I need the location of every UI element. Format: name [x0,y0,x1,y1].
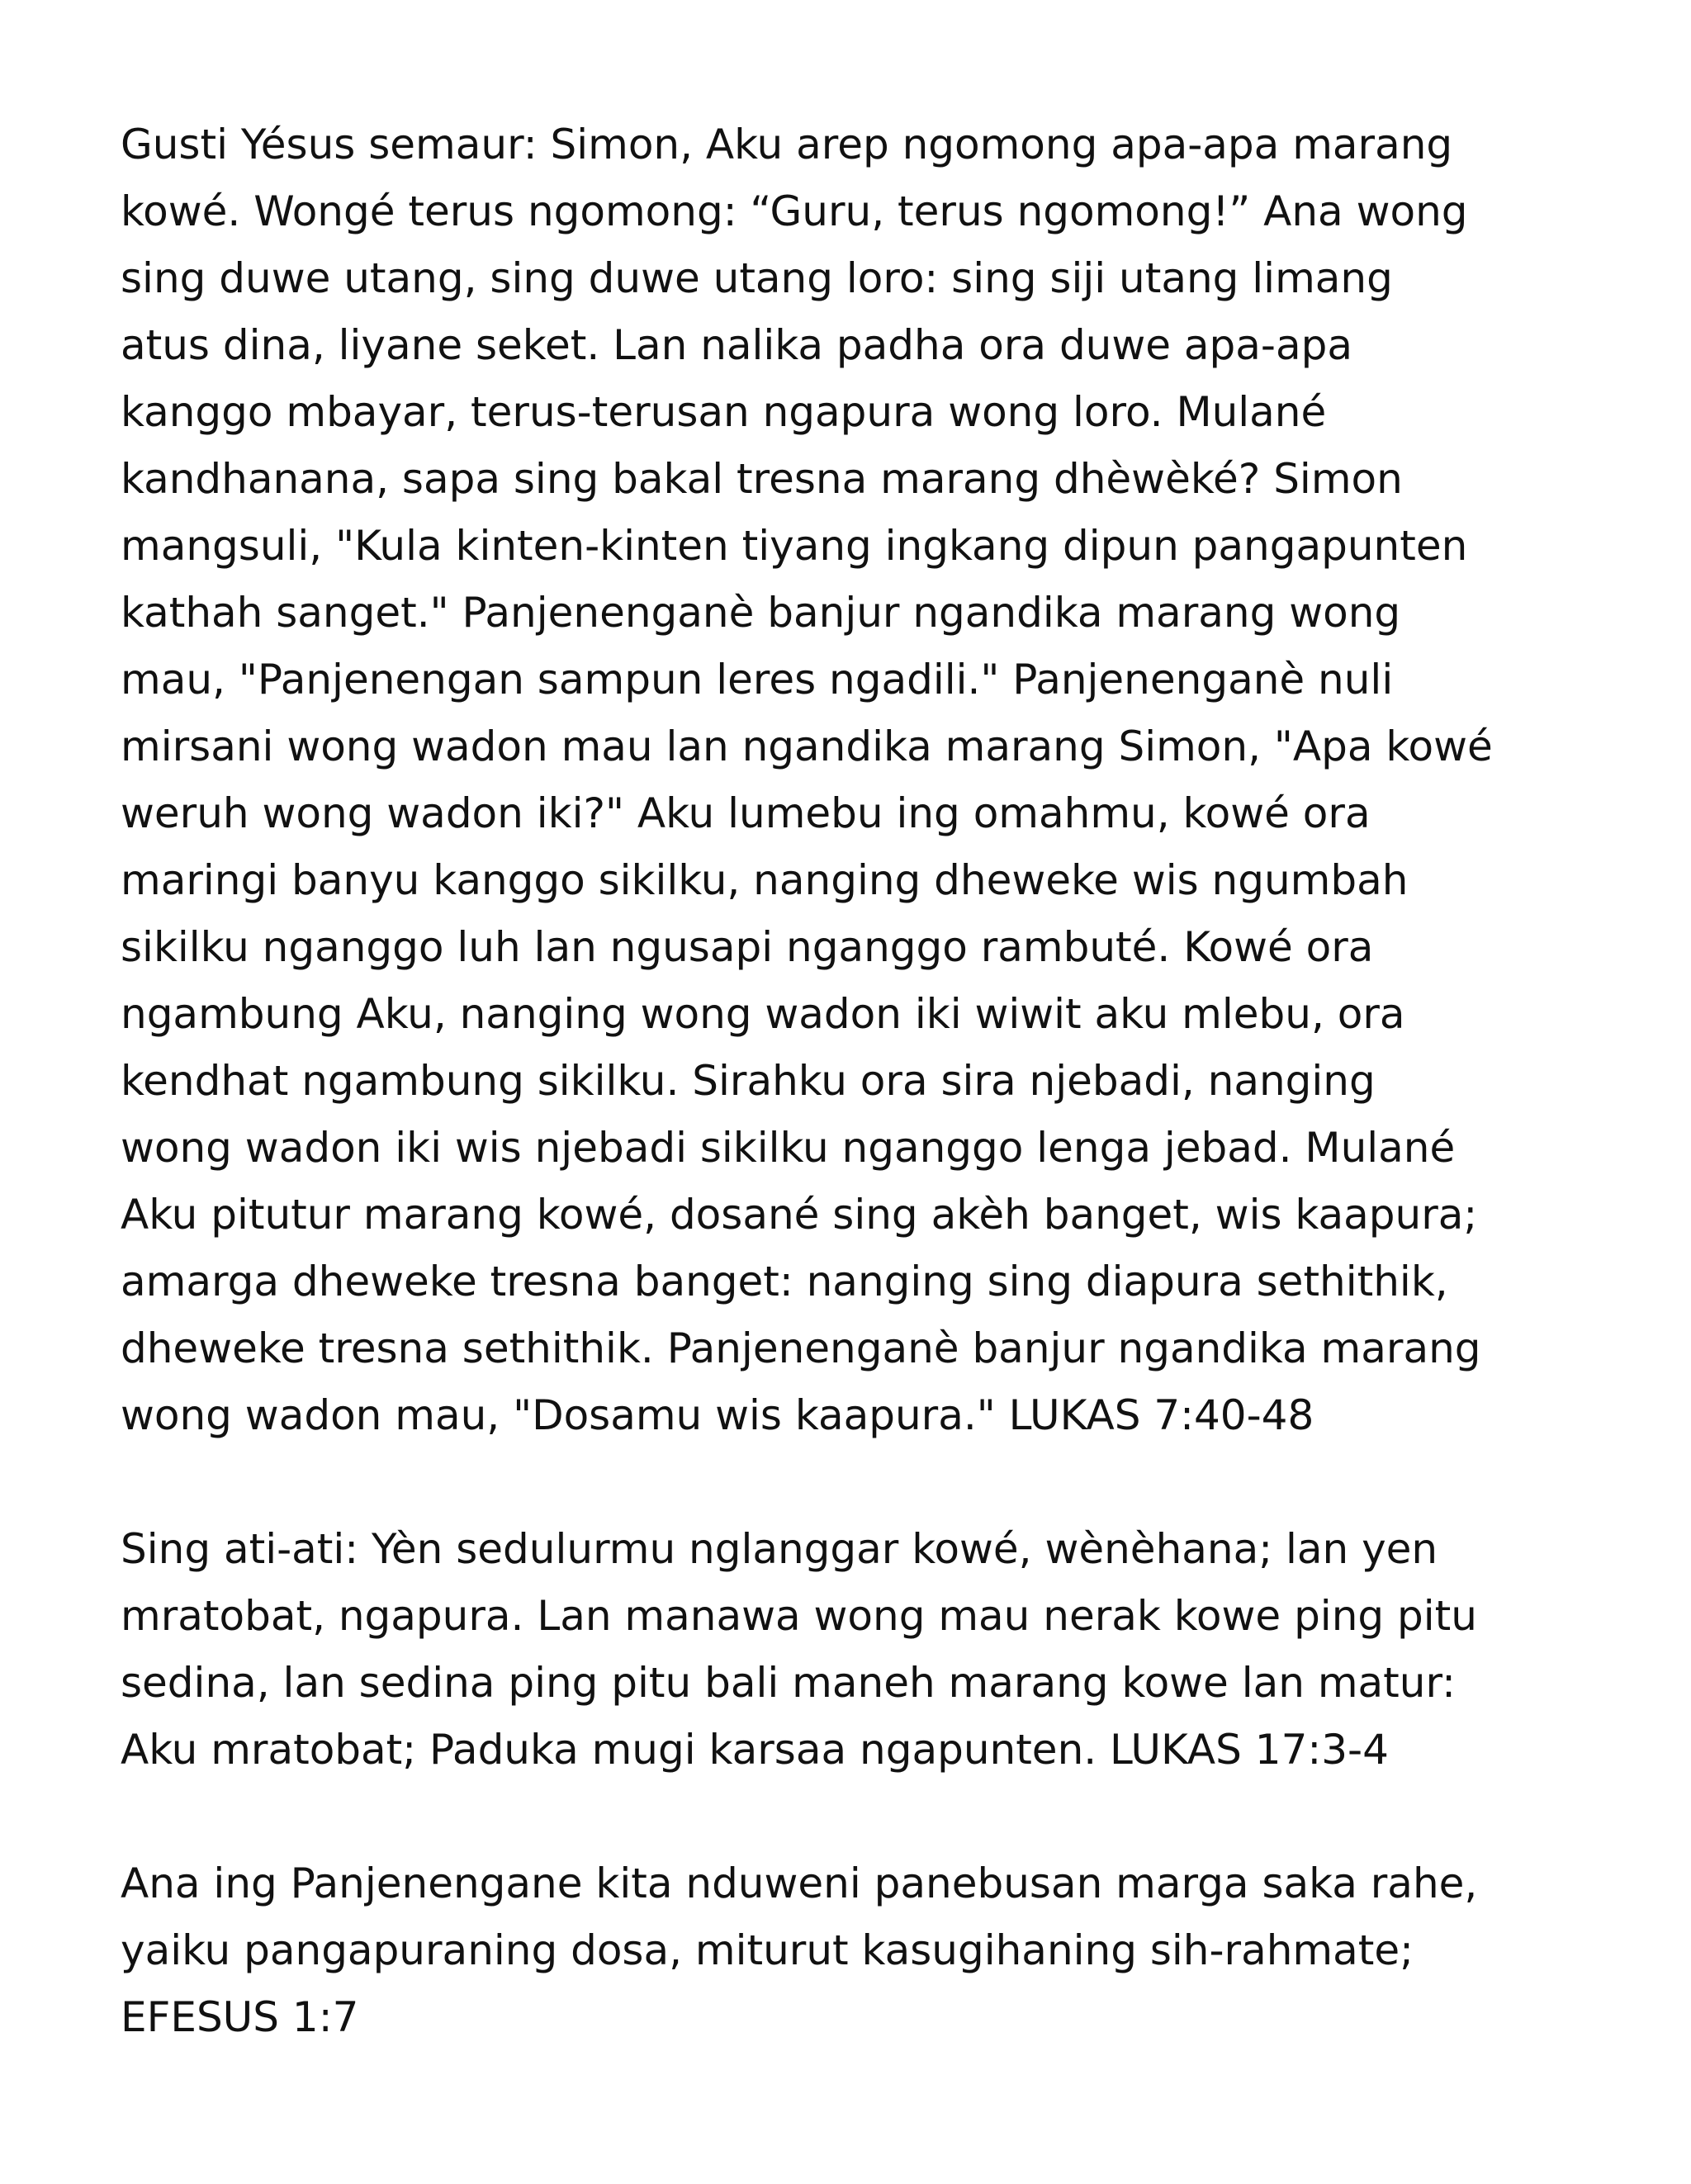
paragraph-lukas-17: Sing ati-ati: Yèn sedulurmu nglanggar kowé, wènèhana; lan yen mratobat, ngapura. Lan manawa wong mau nerak kowe ping pitu sedina, lan sedina ping pitu bali maneh marang kowe lan matur: Aku mratobat; Paduka mugi karsaa ngapunten. LUKAS 17:3-4 [121,1525,1477,1774]
paragraph-efesus-1: Ana ing Panjenengane kita nduweni panebusan marga saka rahe, yaiku pangapuraning dosa, miturut kasugihaning sih-rahmate; EFESUS 1:7 [121,1859,1478,2041]
paragraph-lukas-7: Gusti Yésus semaur: Simon, Aku arep ngomong apa-apa marang kowé. Wongé terus ngomong: “Guru, terus ngomong!” Ana wong sing duwe utang, sing duwe utang loro: sing siji utang limang atus dina, liyane seket. Lan nalika padha ora duwe apa-apa kanggo mbayar, terus-terusan ngapura wong loro. Mulané kandhanana, sapa sing bakal tresna marang dhèwèké? Simon mangsuli, "Kula kinten-kinten tiyang ingkang dipun pangapunten kathah sanget." Panjenenganè banjur ngandika marang wong mau, "Panjenengan sampun leres ngadili." Panjenenganè nuli mirsani wong wadon mau lan ngandika marang Simon, "Apa kowé weruh wong wadon iki?" Aku lumebu ing omahmu, kowé ora maringi banyu kanggo sikilku, nanging dheweke wis ngumbah sikilku nganggo luh lan ngusapi nganggo rambuté. Kowé ora ngambung Aku, nanging wong wadon iki wiwit aku mlebu, ora kendhat ngambung sikilku. Sirahku ora sira njebadi, nanging wong wadon iki wis njebadi sikilku nganggo lenga jebad. Mulané Aku pitutur marang kowé, dosané sing akèh banget, wis kaapura; amarga dheweke tresna banget: nanging sing diapura sethithik, dheweke tresna sethithik. Panjenenganè banjur ngandika marang wong wadon mau, "Dosamu wis kaapura." LUKAS 7:40-48 [121,121,1493,1439]
